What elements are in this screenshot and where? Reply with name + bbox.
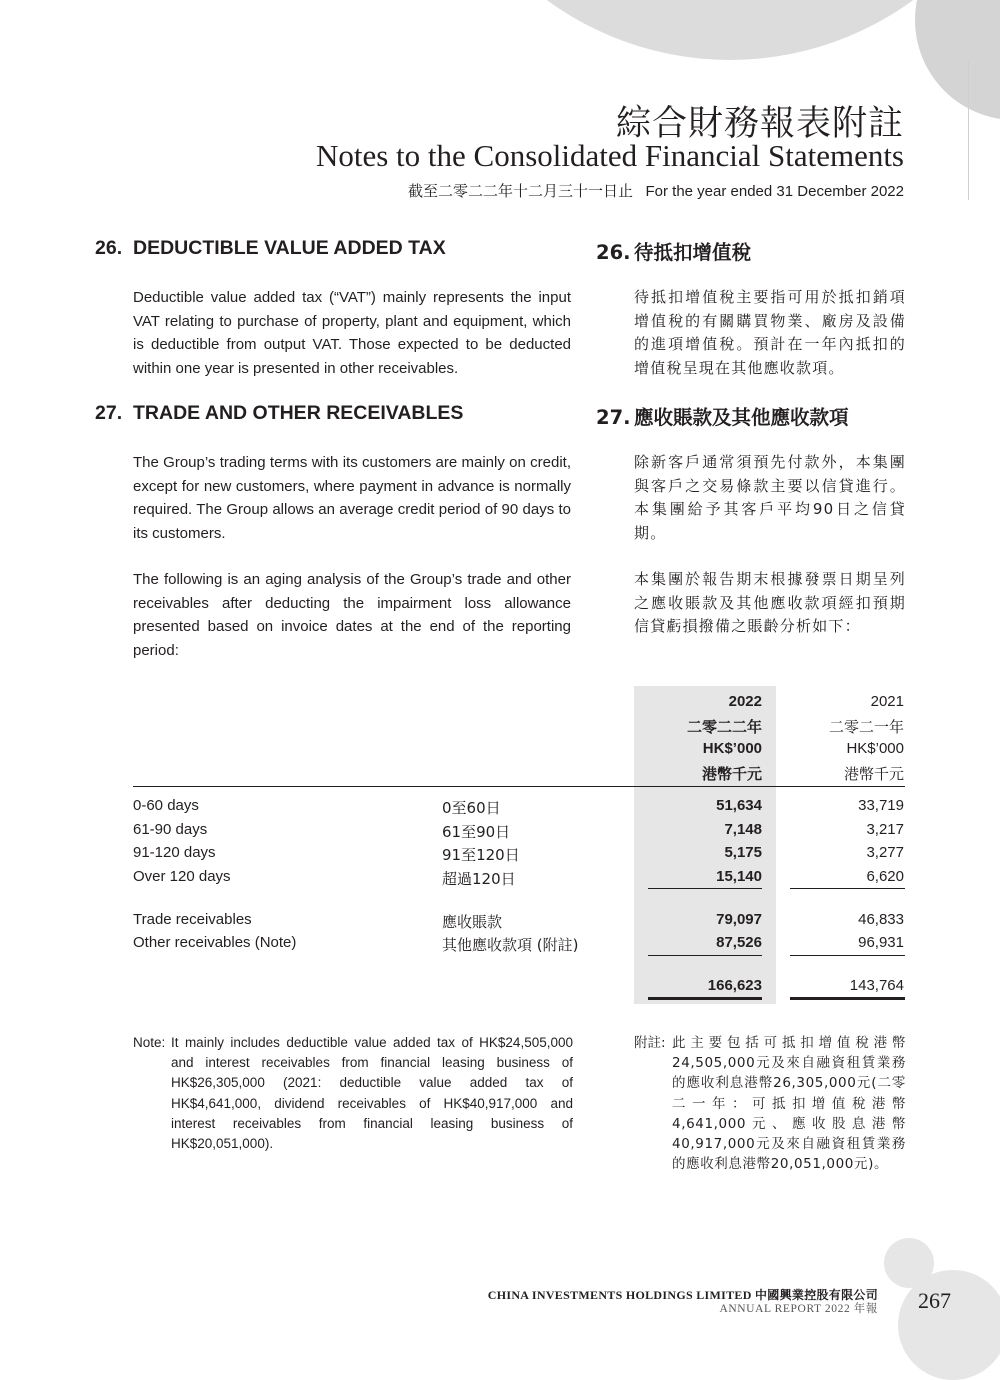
aging-label-cn: 超過120日: [442, 870, 516, 888]
aging-label-en: Over 120 days: [133, 868, 231, 885]
note-cn: [634, 1033, 906, 1174]
note-label-en: Note:: [133, 1035, 166, 1050]
section-27-para2-cn: 本集團於報告期末根據發票日期呈列之應收賬款及其他應收款項經扣預期信貸虧損撥備之賬齡分析如下：: [634, 570, 906, 635]
col-2021-year-cn: 二零二一年: [828, 718, 904, 736]
aging-value-2021: 6,620: [866, 868, 904, 885]
aging-value-2021: 3,217: [866, 821, 904, 838]
footer-company: CHINA INVESTMENTS HOLDINGS LIMITED 中國興業控股有限公司: [487, 1288, 878, 1302]
decorative-circle-edge: [915, 0, 1000, 120]
col-2021-year: 2021: [870, 693, 904, 710]
note-text-cn: 此主要包括可抵扣增值稅港幣24,505,000元及來自融資租賃業務的應收利息港幣26,305,000元(二零二一年：可抵扣增值稅港幣4,641,000元、應收股息港幣40,917,000元及來自融資租賃業務的應收利息港幣20,051,000元)。: [672, 1035, 906, 1173]
receivables-label-cn: 其他應收款項 (附註): [442, 936, 579, 954]
section-26-title-en: DEDUCTIBLE VALUE ADDED TAX: [133, 237, 446, 259]
section-27-para1-en: The Group’s trading terms with its customers are mainly on credit, except for new customers, where payment in advance is normally required. The Group allows an average credit period of 90 days to its customers.: [133, 454, 571, 542]
total-double-rule-2021: [790, 997, 905, 1000]
section-26-title-cn: 待抵扣增值稅: [634, 241, 752, 264]
section-27-heading-cn: [596, 402, 849, 430]
receivables-value-2022: 87,526: [716, 934, 762, 951]
col-2022-unit-cn: 港幣千元: [701, 765, 762, 783]
receivables-label-en: Trade receivables: [133, 911, 252, 928]
section-27-para1-cn: 除新客戶通常須預先付款外，本集團與客戶之交易條款主要以信貸進行。本集團給予其客戶平均90日之信貸期。: [634, 453, 906, 542]
section-27-title-cn: 應收賬款及其他應收款項: [634, 406, 849, 429]
col-2022-unit: HK$’000: [702, 740, 762, 757]
subtotal-rule-2021: [790, 888, 905, 889]
note-label-cn: 附註:: [634, 1035, 666, 1051]
section-27-number: 27.: [95, 402, 123, 424]
receivables-value-2022: 79,097: [716, 911, 762, 928]
aging-value-2022: 5,175: [724, 844, 762, 861]
total-double-rule-2022: [648, 997, 762, 1000]
aging-label-cn: 61至90日: [442, 823, 511, 841]
receivables-label-cn: 應收賬款: [442, 913, 503, 931]
table-header-rule: [133, 786, 905, 787]
col-2021-unit-cn: 港幣千元: [843, 765, 904, 783]
section-26-heading-cn: [596, 237, 751, 265]
total-value-2022: 166,623: [707, 977, 762, 994]
receivables-value-2021: 46,833: [858, 911, 904, 928]
period-cn: 截至二零二二年十二月三十一日止: [407, 182, 633, 200]
total-value-2021: 143,764: [849, 977, 904, 994]
aging-label-en: 91-120 days: [133, 844, 216, 861]
page-title-cn: 綜合財務報表附註: [615, 104, 904, 144]
period-line: [408, 180, 904, 201]
page-title-en: Notes to the Consolidated Financial Statements: [315, 138, 904, 173]
footer-report: ANNUAL REPORT 2022 年報: [719, 1303, 878, 1315]
aging-label-cn: 91至120日: [442, 846, 520, 864]
aging-value-2021: 33,719: [858, 797, 904, 814]
aging-label-en: 61-90 days: [133, 821, 208, 838]
col-2021-unit: HK$’000: [846, 740, 904, 757]
note-text-en: It mainly includes deductible value added tax of HK$24,505,000 and interest receivables from financial leasing business of HK$26,305,000 (2021: deductible value added tax of HK$4,641,000, dividend receivables of HK$40,917,000 and interest receivables from financial leasing business of HK$20,051,000).: [171, 1035, 573, 1152]
aging-label-cn: 0至60日: [442, 799, 501, 817]
col-2022-year-cn: 二零二二年: [686, 718, 762, 736]
section-26-body-en: Deductible value added tax (“VAT”) mainly represents the input VAT relating to purchase of property, plant and equipment, which is deductible from output VAT. Those expected to be deducted within one year is presented in other receivables.: [133, 289, 571, 377]
note-en: [133, 1033, 573, 1154]
period-en: For the year ended 31 December 2022: [645, 183, 904, 200]
receivables-label-en: Other receivables (Note): [133, 934, 297, 951]
decorative-circle-large: [420, 0, 1000, 60]
aging-label-en: 0-60 days: [133, 797, 199, 814]
subtotal-rule-2022: [648, 888, 762, 889]
section-27-para2-en: The following is an aging analysis of the Group’s trade and other receivables after deducting the impairment loss allowance presented based on invoice dates at the end of the reporting period:: [133, 571, 571, 659]
aging-value-2021: 3,277: [866, 844, 904, 861]
section-26-body-cn: 待抵扣增值稅主要指可用於抵扣銷項增值稅的有關購買物業、廠房及設備的進項增值稅。預計在一年內抵扣的增值稅呈現在其他應收款項。: [634, 288, 906, 377]
section-27-heading-en: [95, 402, 463, 425]
total-top-rule-2022: [648, 955, 762, 956]
section-26-number-cn: 26.: [596, 241, 631, 264]
section-27-number-cn: 27.: [596, 406, 631, 429]
section-27-title-en: TRADE AND OTHER RECEIVABLES: [133, 402, 464, 424]
decorative-circle-footer-right: [898, 1270, 1000, 1380]
col-2022-year: 2022: [728, 693, 762, 710]
receivables-value-2021: 96,931: [858, 934, 904, 951]
aging-value-2022: 51,634: [716, 797, 762, 814]
decorative-line: [968, 60, 969, 200]
section-26-number: 26.: [95, 237, 123, 259]
aging-value-2022: 15,140: [716, 868, 762, 885]
total-top-rule-2021: [790, 955, 905, 956]
section-26-heading-en: [95, 237, 446, 260]
page-number: 267: [918, 1288, 951, 1313]
aging-value-2022: 7,148: [724, 821, 762, 838]
